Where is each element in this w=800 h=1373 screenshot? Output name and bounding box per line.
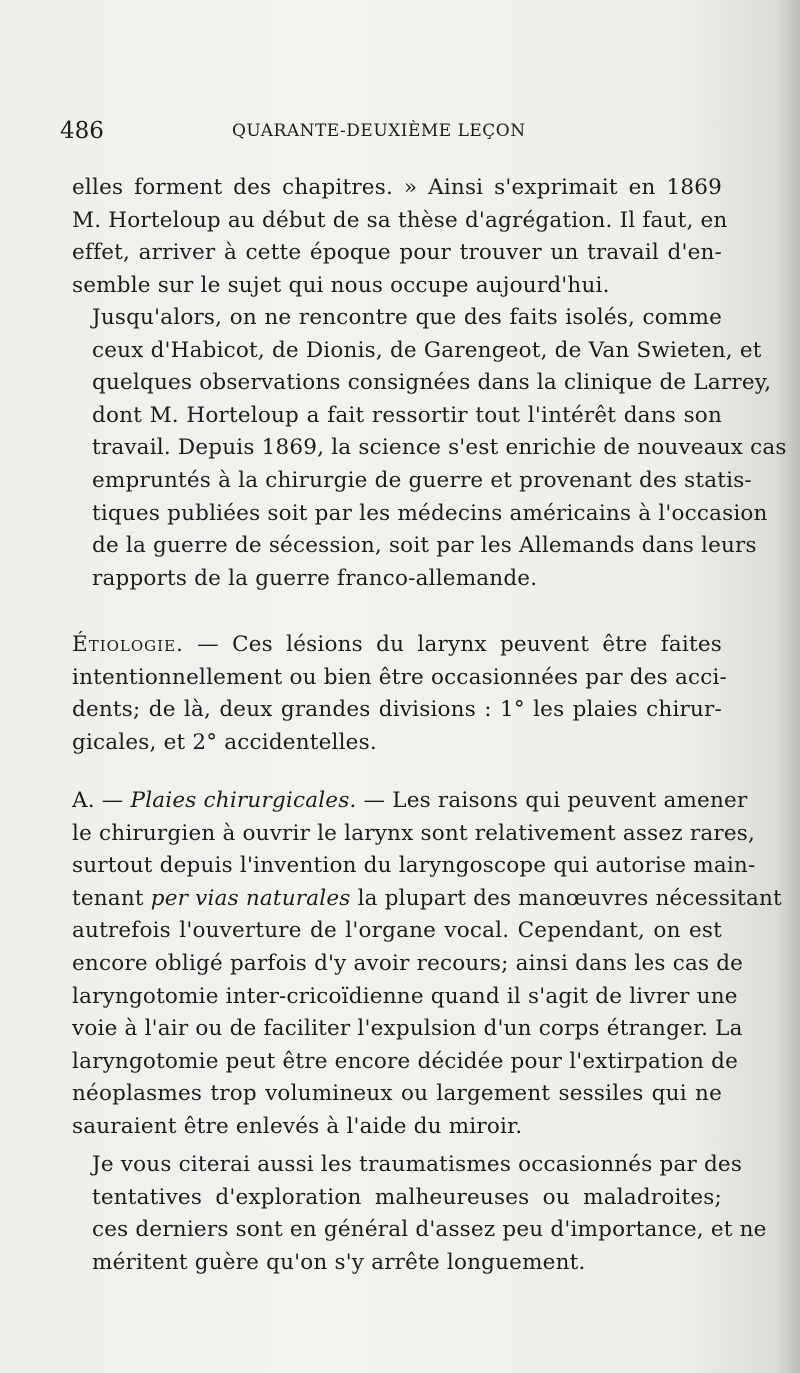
text-line: dont M. Horteloup a fait ressortir tout l'intérêt dans son: [92, 402, 722, 428]
text-line: quelques observations consignées dans la clinique de Larrey,: [92, 370, 772, 396]
text-line: dents; de là, deux grandes divisions : 1° les plaies chirur-: [72, 697, 722, 723]
text-line: intentionnellement ou bien être occasionnées par des acci-: [72, 664, 727, 690]
text-line: effet, arriver à cette époque pour trouver un travail d'en-: [72, 240, 722, 266]
paragraph-5: [72, 1149, 767, 1279]
text-line: surtout depuis l'invention du laryngoscope qui autorise main-: [72, 853, 756, 879]
paragraph-1: [72, 172, 728, 302]
text-run: A. —: [72, 788, 131, 813]
text-line: néoplasmes trop volumineux ou largement sessiles qui ne: [72, 1081, 722, 1107]
section-heading-etiologie: Étiologie.: [72, 632, 184, 657]
text-line: méritent guère qu'on s'y arrête longuement.: [92, 1249, 586, 1275]
paragraph-2: [72, 302, 787, 595]
text-line: le chirurgien à ouvrir le larynx sont relativement assez rares,: [72, 820, 756, 846]
running-head: QUARANTE-DEUXIÈME LEÇON: [232, 121, 526, 141]
page-header: [60, 118, 540, 146]
page-number: 486: [60, 118, 104, 144]
text-line: [72, 629, 722, 662]
text-line: M. Horteloup au début de sa thèse d'agrégation. Il faut, en: [72, 207, 728, 233]
text-run: la plupart des manœuvres nécessitant: [350, 885, 782, 911]
text-line: travail. Depuis 1869, la science s'est enrichie de nouveaux cas: [92, 435, 787, 461]
subsection-heading-plaies: Plaies chirurgicales.: [130, 788, 357, 813]
text-line: Je vous citerai aussi les traumatismes occasionnés par des: [92, 1152, 743, 1177]
text-line: tiques publiées soit par les médecins américains à l'occasion: [92, 500, 768, 526]
text-line: rapports de la guerre franco-allemande.: [92, 565, 538, 591]
text-line: [72, 883, 782, 916]
text-line: [72, 785, 748, 818]
text-line: semble sur le sujet qui nous occupe aujourd'hui.: [72, 272, 610, 298]
text-line: encore obligé parfois d'y avoir recours; ainsi dans les cas de: [72, 950, 744, 976]
text-run: — Les raisons qui peuvent amener: [356, 788, 748, 813]
text-line: empruntés à la chirurgie de guerre et provenant des statis-: [92, 467, 752, 493]
text-line: voie à l'air ou de faciliter l'expulsion d'un corps étranger. La: [72, 1016, 743, 1042]
text-line: ces derniers sont en général d'assez peu d'importance, et ne: [92, 1217, 767, 1243]
latin-phrase: per vias naturales: [150, 885, 351, 911]
text-line: laryngotomie inter-cricoïdienne quand il s'agit de livrer une: [72, 983, 738, 1009]
text-line: ceux d'Habicot, de Dionis, de Garengeot, de Van Swieten, et: [92, 337, 762, 363]
text-run: — Ces lésions du larynx peuvent être faites: [183, 632, 722, 657]
text-line: elles forment des chapitres. » Ainsi s'exprimait en 1869: [72, 175, 722, 200]
text-line: sauraient être enlevés à l'aide du miroir.: [72, 1113, 523, 1139]
text-line: tentatives d'exploration malheureuses ou maladroites;: [92, 1184, 722, 1210]
text-run: tenant: [72, 885, 151, 911]
paragraph-plaies-chirurgicales: [72, 785, 782, 1144]
paragraph-etiologie: [72, 629, 727, 759]
text-line: laryngotomie peut être encore décidée pour l'extirpation de: [72, 1048, 739, 1074]
text-line: autrefois l'ouverture de l'organe vocal. Cependant, on est: [72, 918, 722, 944]
text-line: Jusqu'alors, on ne rencontre que des faits isolés, comme: [92, 305, 722, 330]
text-line: de la guerre de sécession, soit par les Allemands dans leurs: [92, 533, 757, 559]
text-line: gicales, et 2° accidentelles.: [72, 729, 377, 755]
